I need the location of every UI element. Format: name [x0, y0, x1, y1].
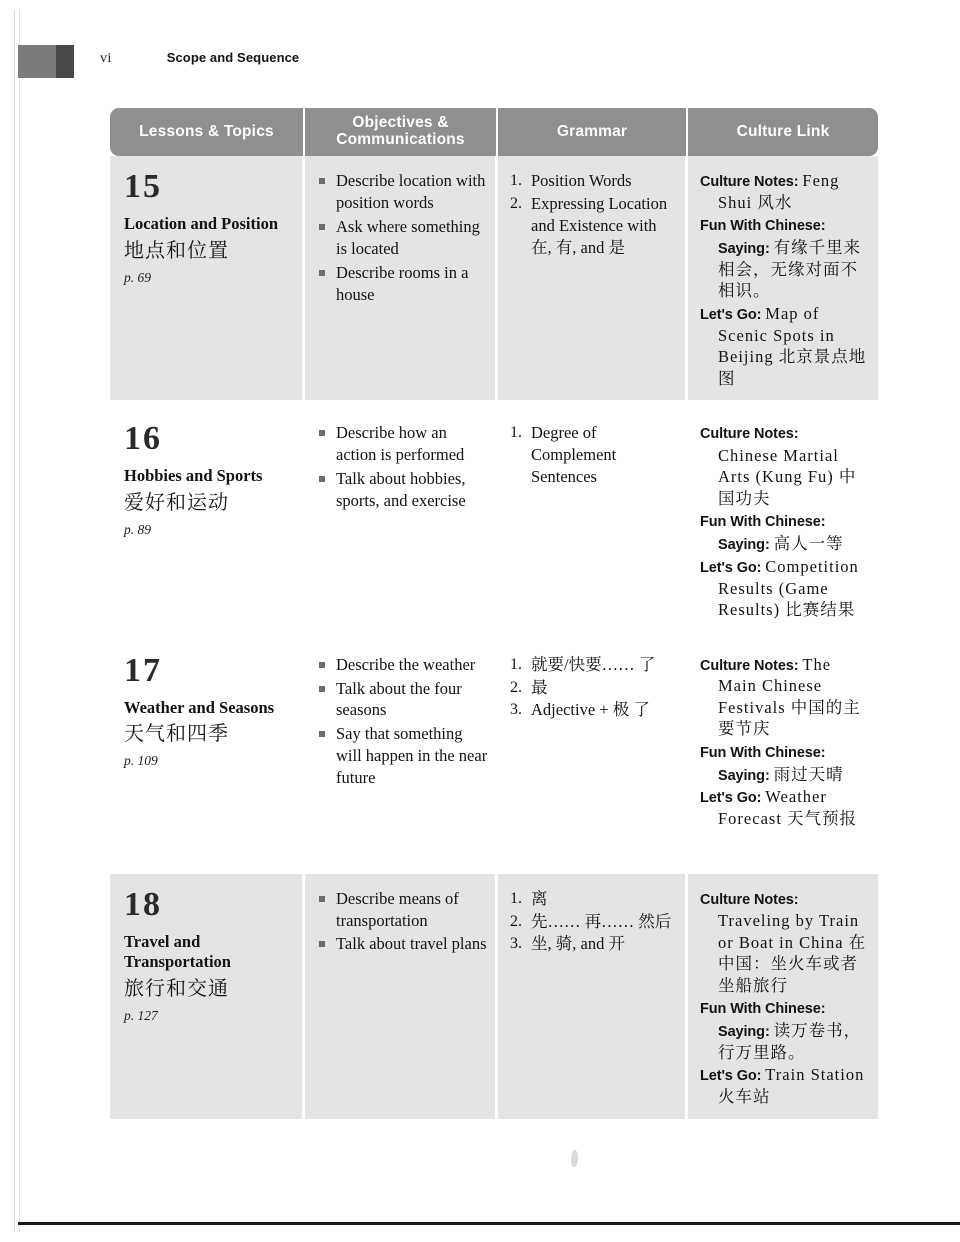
grammar-item: 坐, 骑, and 开	[531, 934, 625, 954]
culture-entry	[700, 214, 870, 236]
culture-entry-text: 雨过天晴	[773, 764, 844, 784]
lesson-cell	[110, 874, 305, 1119]
culture-entry	[700, 1020, 870, 1063]
culture-entry-text: 高人一等	[773, 534, 844, 553]
grammar-cell	[498, 874, 688, 1119]
culture-entry	[700, 510, 870, 532]
lesson-title-english: Location and Position	[124, 214, 279, 233]
objective-text: Talk about hobbies, sports, and exercise	[336, 468, 466, 510]
column-header-lessons-topics: Lessons & Topics	[110, 108, 305, 156]
objectives-list	[319, 170, 490, 306]
lesson-title-chinese: 爱好和运动	[124, 491, 229, 514]
culture-entry	[700, 888, 870, 910]
culture-entry-text: Feng Shui 风水	[718, 171, 840, 212]
culture-entry-text: 读万卷书，行万里路。	[718, 1021, 862, 1062]
culture-entry	[700, 556, 870, 621]
culture-link-cell	[688, 874, 878, 1119]
objective-text: Talk about the four seasons	[336, 678, 462, 720]
lesson-number: 16	[124, 420, 162, 457]
culture-entry	[700, 741, 870, 763]
culture-entry	[700, 764, 870, 786]
culture-entry-text: Traveling by Train or Boat in China 在中国：坐火车或者坐船旅行	[718, 911, 867, 995]
objective-item	[319, 888, 490, 932]
culture-entry	[700, 422, 870, 444]
table-row	[110, 408, 878, 632]
culture-entry-label: Let's Go:	[700, 1068, 766, 1085]
objective-item	[319, 216, 490, 260]
culture-entry-label: Saying:	[718, 1024, 774, 1040]
objective-item	[319, 678, 490, 722]
grammar-list	[510, 170, 680, 259]
lesson-title-chinese: 旅行和交通	[124, 977, 229, 1000]
culture-entry-text: Map of Scenic Spots in Beijing 北京景点地图	[718, 303, 867, 388]
culture-link-cell	[688, 156, 878, 400]
square-bullet-icon	[319, 224, 325, 230]
culture-entry-label: Let's Go:	[700, 790, 766, 807]
table-row	[110, 640, 878, 866]
culture-entry-label: Saying:	[718, 241, 774, 258]
square-bullet-icon	[319, 662, 325, 668]
page-number: vi	[100, 51, 112, 66]
column-header-culture-link: Culture Link	[688, 108, 878, 156]
culture-entry-text: 有缘千里来相会，无缘对面不相识。	[718, 238, 862, 301]
lesson-title-english: Travel and Transportation	[124, 931, 231, 972]
objective-item	[319, 654, 490, 676]
culture-entry-label: Let's Go:	[700, 559, 766, 576]
culture-entry-label: Fun With Chinese:	[700, 218, 826, 235]
culture-entry-label: Culture Notes:	[700, 657, 803, 674]
culture-entry-label: Fun With Chinese:	[700, 744, 826, 761]
objectives-cell	[305, 640, 498, 866]
culture-entry-text: Chinese Martial Arts (Kung Fu) 中国功夫	[718, 445, 857, 508]
grammar-cell	[498, 156, 688, 400]
culture-entry-label: Saying:	[718, 537, 774, 553]
grammar-item: Expressing Location and Existence with 在, 有, and 是	[531, 193, 668, 257]
grammar-list	[510, 888, 680, 956]
page-scan-smudge	[570, 1150, 579, 1168]
culture-entry-text: Competition Results (Game Results) 比赛结果	[718, 556, 859, 620]
grammar-item: 就要/快要…… 了	[531, 654, 656, 674]
culture-entry-text: Weather Forecast 天气预报	[718, 787, 858, 829]
objectives-list	[319, 888, 490, 956]
culture-entry	[700, 654, 870, 740]
grammar-item: Degree of Complement Sentences	[531, 423, 617, 486]
objective-item	[319, 262, 490, 306]
culture-entry	[700, 170, 870, 213]
grammar-item: Adjective + 极 了	[531, 700, 650, 720]
page-spine-line-inner	[19, 10, 20, 1232]
running-head-title: Scope and Sequence	[166, 50, 300, 65]
table-row	[110, 874, 878, 1119]
culture-entry	[700, 910, 870, 996]
culture-entry-label: Culture Notes:	[700, 426, 799, 442]
lesson-page-reference: p. 127	[124, 1007, 158, 1023]
objective-text: Describe how an action is performed	[336, 423, 465, 464]
culture-entry-label: Saying:	[718, 767, 774, 784]
culture-entry	[700, 303, 870, 389]
column-header-objectives-line1: Objectives &	[352, 114, 449, 132]
objective-item	[319, 933, 490, 955]
chapter-tab-dark-segment	[56, 45, 74, 78]
row-spacer	[110, 400, 878, 408]
lesson-title-english: Hobbies and Sports	[124, 466, 263, 485]
culture-link-cell	[688, 640, 878, 866]
culture-entry-label: Fun With Chinese:	[700, 514, 826, 531]
lesson-title-chinese: 天气和四季	[124, 723, 229, 746]
table-body	[110, 156, 878, 1119]
culture-entry	[700, 1064, 870, 1107]
objectives-list	[319, 654, 490, 790]
objective-text: Describe means of transportation	[336, 888, 459, 930]
lesson-number: 18	[124, 885, 162, 923]
lesson-cell	[110, 156, 305, 400]
objective-item	[319, 468, 490, 512]
objectives-cell	[305, 408, 498, 632]
lesson-page-reference: p. 69	[124, 269, 151, 285]
objective-item	[319, 723, 490, 789]
column-header-objectives-communications	[305, 108, 498, 156]
table-row	[110, 156, 878, 400]
objective-text: Talk about travel plans	[336, 934, 487, 954]
square-bullet-icon	[319, 941, 325, 947]
culture-entry-label: Let's Go:	[700, 306, 766, 323]
culture-entry-text: Train Station 火车站	[718, 1065, 865, 1107]
chapter-tab-light-segment	[18, 45, 56, 78]
grammar-list	[510, 422, 680, 488]
objective-text: Describe the weather	[336, 654, 476, 674]
lesson-title-english: Weather and Seasons	[124, 697, 275, 717]
column-header-grammar: Grammar	[498, 108, 688, 156]
lesson-title-chinese: 地点和位置	[124, 239, 229, 262]
grammar-list	[510, 654, 680, 722]
row-spacer	[110, 866, 878, 874]
objectives-cell	[305, 156, 498, 400]
culture-entry	[700, 445, 870, 509]
grammar-item: 先…… 再…… 然后	[531, 911, 672, 931]
objective-text: Ask where something is located	[336, 216, 480, 258]
chapter-tab-marker	[18, 45, 74, 78]
square-bullet-icon	[319, 476, 325, 482]
grammar-item: Position Words	[531, 171, 632, 190]
lesson-cell	[110, 408, 305, 632]
table-header-row	[110, 108, 878, 156]
grammar-item: 最	[531, 677, 548, 697]
square-bullet-icon	[319, 896, 325, 902]
objective-text: Say that something will happen in the near future	[336, 724, 488, 788]
lesson-page-reference: p. 89	[124, 521, 151, 537]
grammar-cell	[498, 408, 688, 632]
square-bullet-icon	[319, 178, 325, 184]
square-bullet-icon	[319, 270, 325, 276]
square-bullet-icon	[319, 731, 325, 737]
running-head	[100, 50, 600, 67]
grammar-cell	[498, 640, 688, 866]
column-header-objectives-line2: Communications	[336, 131, 465, 148]
culture-entry-text: The Main Chinese Festivals 中国的主要节庆	[718, 654, 861, 739]
culture-entry-label: Culture Notes:	[700, 174, 803, 190]
scope-and-sequence-table	[110, 108, 878, 1119]
square-bullet-icon	[319, 686, 325, 692]
square-bullet-icon	[319, 430, 325, 436]
culture-entry	[700, 786, 870, 829]
lesson-number: 17	[124, 651, 162, 689]
objectives-cell	[305, 874, 498, 1119]
culture-entry	[700, 533, 870, 555]
objective-item	[319, 170, 490, 214]
lesson-number: 15	[124, 168, 162, 205]
row-spacer	[110, 632, 878, 640]
grammar-item: 离	[531, 888, 548, 908]
culture-entry-label: Culture Notes:	[700, 891, 799, 908]
objectives-list	[319, 422, 490, 512]
culture-entry	[700, 237, 870, 302]
lesson-page-reference: p. 109	[124, 753, 158, 769]
culture-link-cell	[688, 408, 878, 632]
objective-text: Describe rooms in a house	[336, 262, 469, 304]
culture-entry	[700, 997, 870, 1019]
page-bottom-edge-rule	[18, 1222, 960, 1225]
page-spine-line-outer	[14, 10, 15, 1232]
objective-item	[319, 422, 490, 466]
objective-text: Describe location with position words	[336, 171, 486, 212]
lesson-cell	[110, 640, 305, 866]
culture-entry-label: Fun With Chinese:	[700, 1001, 826, 1018]
